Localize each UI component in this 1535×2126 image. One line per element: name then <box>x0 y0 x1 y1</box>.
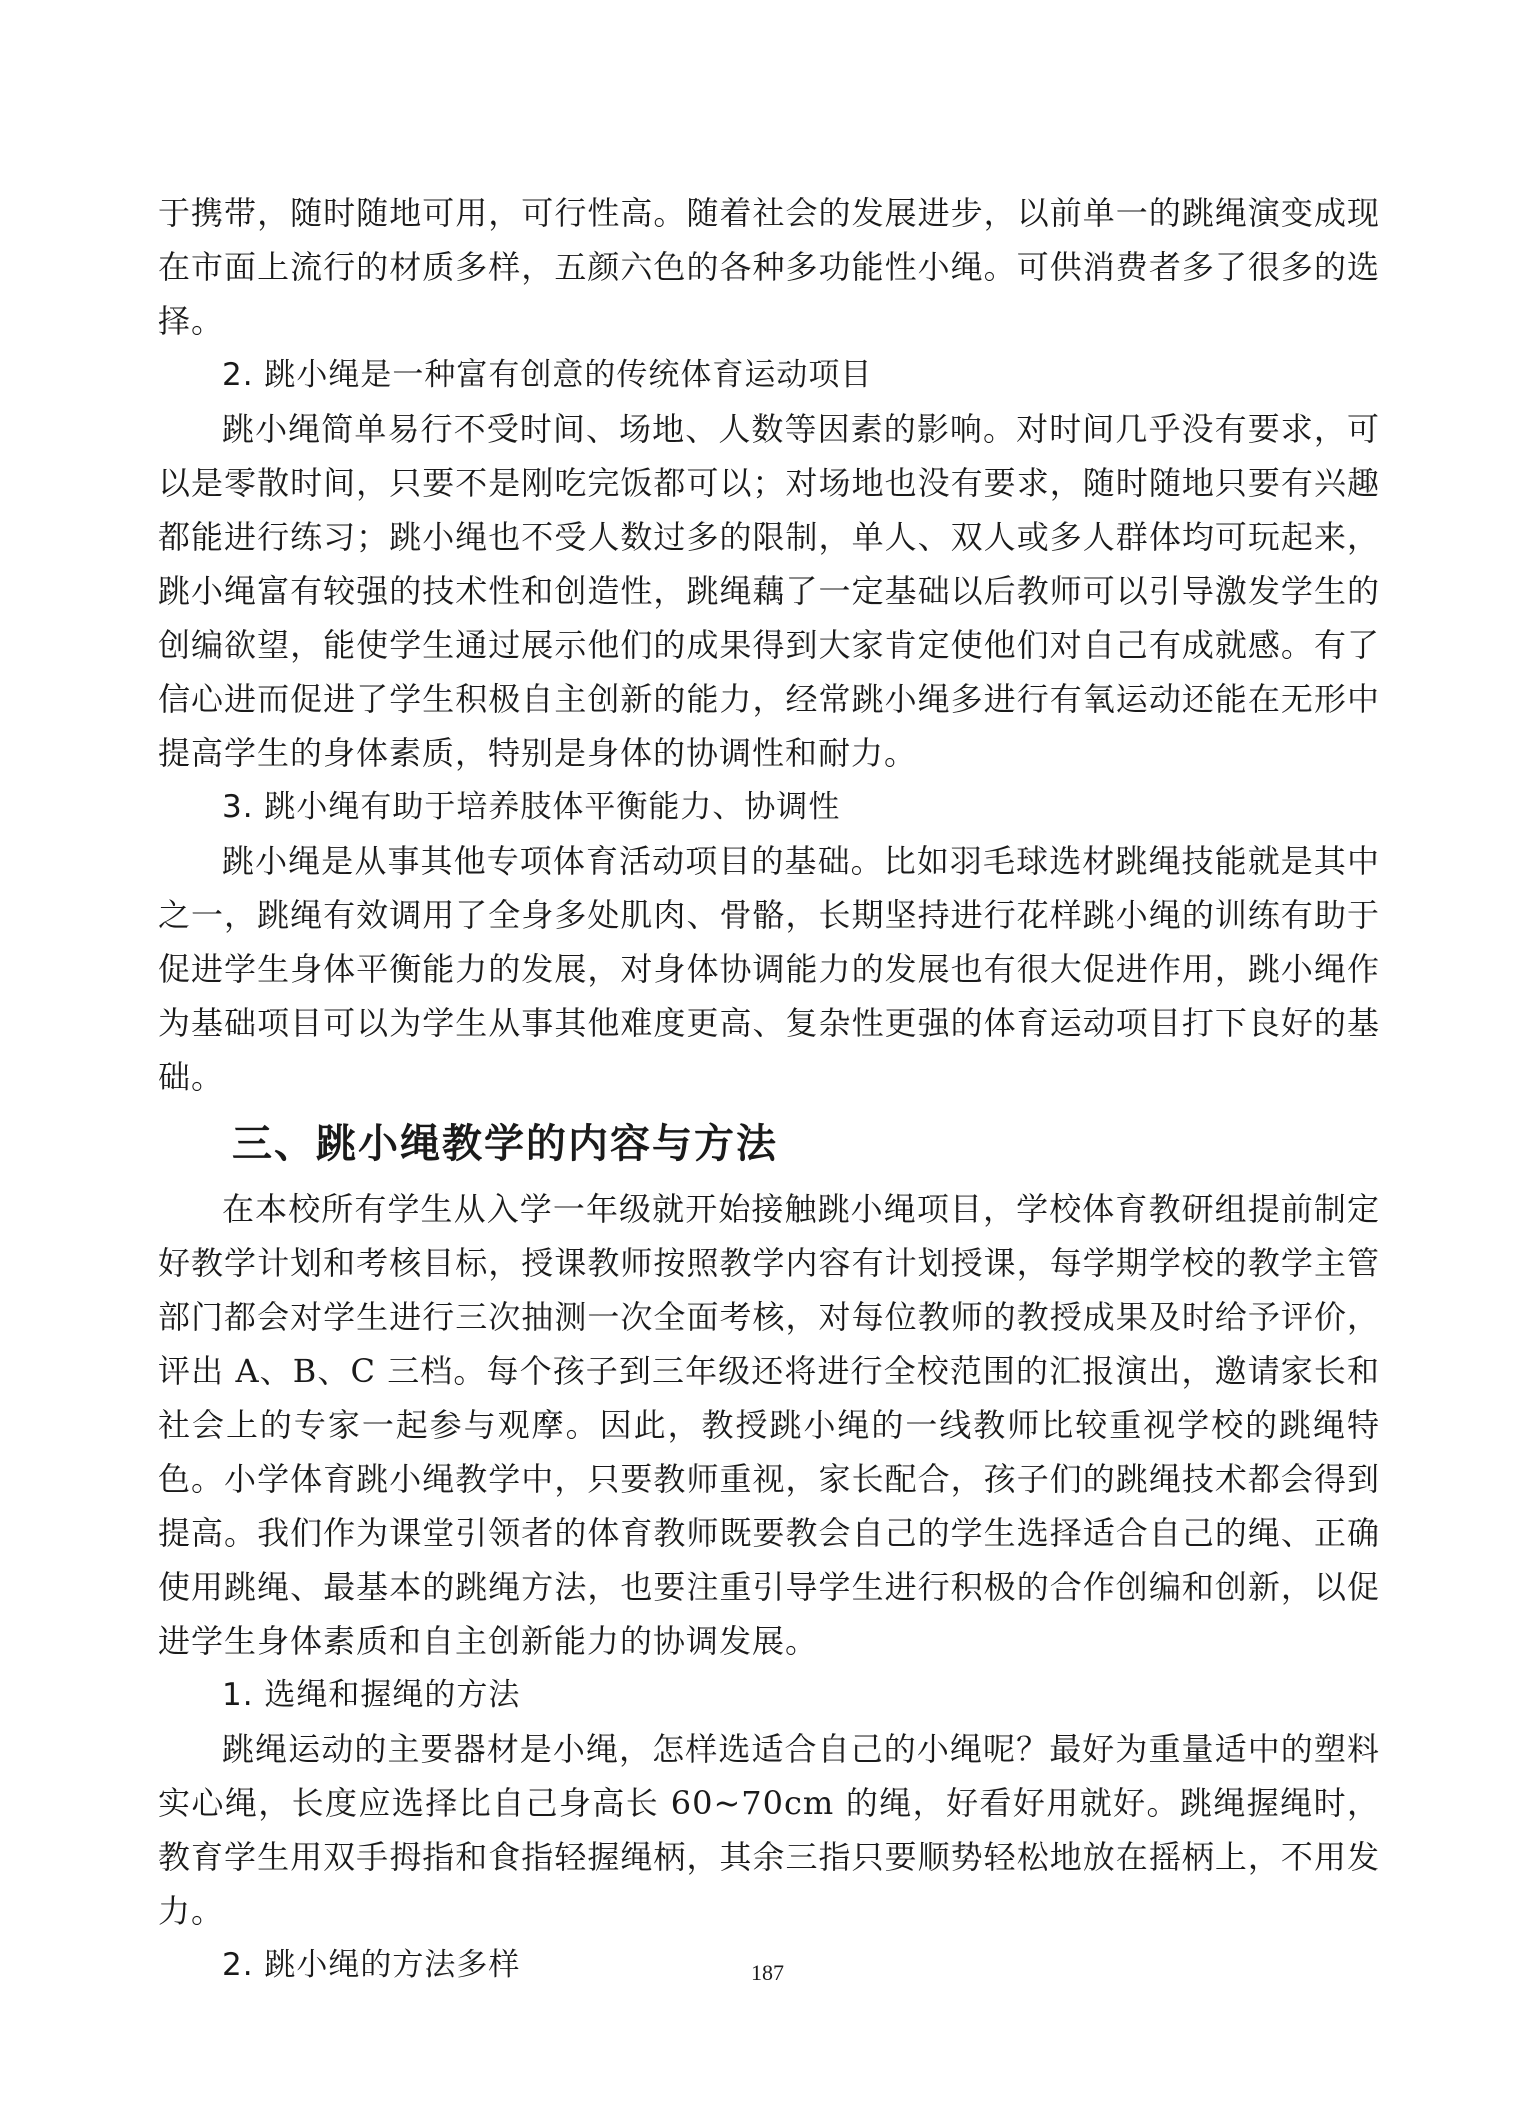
subheading-rope-selection: 1. 选绳和握绳的方法 <box>222 1677 521 1713</box>
paragraph-teaching-overview: 在本校所有学生从入学一年级就开始接触跳小绳项目，学校体育教研组提前制定好教学计划和考核目标，授课教师按照教学内容有计划授课，每学期学校的教学主管部门都会对学生进行三次抽测一次全面考核，对每位教师的教授成果及时给予评价，评出 A、B、C 三档。每个孩子到三年级还将进行全校范围的汇报演出，邀请家长和社会上的专家一起参与观摩。因此，教授跳小绳的一线教师比较重视学校的跳绳特色。小学体育跳小绳教学中，只要教师重视，家长配合，孩子们的跳绳技术都会得到提高。我们作为课堂引领者的体育教师既要教会自己的学生选择适合自己的绳、正确使用跳绳、最基本的跳绳方法，也要注重引导学生进行积极的合作创编和创新，以促进学生身体素质和自主创新能力的协调发展。 <box>158 1190 1380 1660</box>
section-title-teaching-methods: 三、跳小绳教学的内容与方法 <box>232 1121 778 1167</box>
subheading-creative-sport: 2. 跳小绳是一种富有创意的传统体育运动项目 <box>222 357 873 393</box>
paragraph-balance-coordination: 跳小绳是从事其他专项体育活动项目的基础。比如羽毛球选材跳绳技能就是其中之一，跳绳有效调用了全身多处肌肉、骨骼，长期坚持进行花样跳小绳的训练有助于促进学生身体平衡能力的发展，对身体协调能力的发展也有很大促进作用，跳小绳作为基础项目可以为学生从事其他难度更高、复杂性更强的体育运动项目打下良好的基础。 <box>158 842 1380 1096</box>
paragraph-rope-selection: 跳绳运动的主要器材是小绳，怎样选适合自己的小绳呢？最好为重量适中的塑料实心绳，长度应选择比自己身高长 60~70cm 的绳，好看好用就好。跳绳握绳时，教育学生用双手拇指和食指轻握绳柄，其余三指只要顺势轻松地放在摇柄上，不用发力。 <box>158 1730 1380 1930</box>
subheading-balance-coordination: 3. 跳小绳有助于培养肢体平衡能力、协调性 <box>222 789 841 825</box>
subheading-jump-methods: 2. 跳小绳的方法多样 <box>222 1947 521 1983</box>
page-number: 187 <box>751 1960 784 1985</box>
document-page <box>158 186 1380 1992</box>
paragraph-continued: 于携带，随时随地可用，可行性高。随着社会的发展进步，以前单一的跳绳演变成现在市面上流行的材质多样，五颜六色的各种多功能性小绳。可供消费者多了很多的选择。 <box>158 194 1380 340</box>
paragraph-creative-sport: 跳小绳简单易行不受时间、场地、人数等因素的影响。对时间几乎没有要求，可以是零散时间，只要不是刚吃完饭都可以；对场地也没有要求，随时随地只要有兴趣都能进行练习；跳小绳也不受人数过多的限制，单人、双人或多人群体均可玩起来，跳小绳富有较强的技术性和创造性，跳绳藕了一定基础以后教师可以引导激发学生的创编欲望，能使学生通过展示他们的成果得到大家肯定使他们对自己有成就感。有了信心进而促进了学生积极自主创新的能力，经常跳小绳多进行有氧运动还能在无形中提高学生的身体素质，特别是身体的协调性和耐力。 <box>158 410 1380 772</box>
